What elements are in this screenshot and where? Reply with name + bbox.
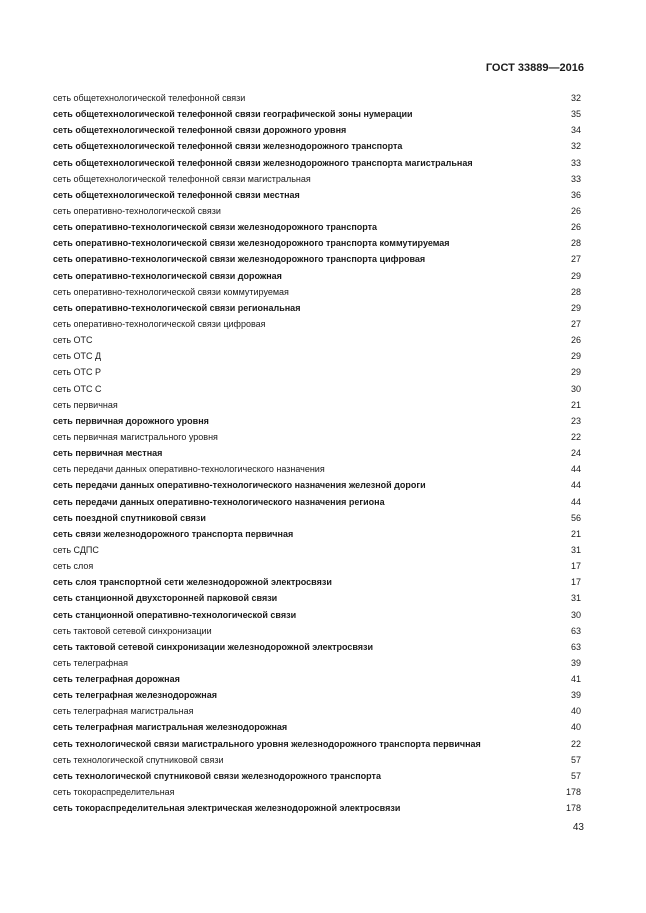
index-entry: [53, 494, 581, 510]
index-entry: [53, 655, 581, 671]
index-term: сеть общетехнологической телефонной связи: [53, 93, 246, 103]
index-entry: [53, 268, 581, 284]
index-term: сеть поездной спутниковой связи: [53, 512, 206, 523]
index-term: сеть оперативно-технологической связи коммутируемая: [53, 286, 289, 297]
index-entry: [53, 703, 581, 719]
index-entry: [53, 574, 581, 590]
index-entry: [53, 106, 581, 122]
index-page-number: 44: [570, 464, 581, 475]
index-page-number: 29: [570, 351, 581, 362]
index-entry: [53, 800, 581, 816]
index-term: сеть слоя: [53, 561, 94, 572]
index-entry: [53, 300, 581, 316]
index-page-number: 36: [570, 189, 581, 200]
index-page-number: 63: [570, 641, 581, 652]
index-term: сеть первичная дорожного уровня: [53, 415, 209, 426]
index-term: сеть первичная: [53, 399, 118, 410]
index-entry: [53, 203, 581, 219]
index-entry: [53, 138, 581, 154]
index-entry: [53, 155, 581, 171]
index-entry: [53, 348, 581, 364]
index-term: сеть оперативно-технологической связи дорожная: [53, 270, 282, 281]
index-page-number: 17: [570, 577, 581, 588]
index-term: сеть СДПС: [53, 544, 99, 555]
index-entry: [53, 671, 581, 687]
index-term: сеть первичная магистрального уровня: [53, 431, 218, 442]
index-term: сеть общетехнологической телефонной связи железнодорожного транспорта магистральная: [53, 157, 473, 168]
index-term: сеть телеграфная: [53, 657, 129, 668]
index-page-number: 178: [565, 803, 581, 814]
index-term: сеть ОТС: [53, 335, 93, 346]
index-entry: [53, 736, 581, 752]
index-term: сеть общетехнологической телефонной связи железнодорожного транспорта: [53, 141, 403, 152]
index-page-number: 40: [570, 706, 581, 717]
index-term: сеть оперативно-технологической связи железнодорожного транспорта цифровая: [53, 254, 426, 265]
document-header: ГОСТ 33889—2016: [485, 62, 584, 74]
index-list: [53, 90, 581, 816]
index-entry: [53, 510, 581, 526]
index-entry: [53, 397, 581, 413]
index-term: сеть станционной двухсторонней парковой связи: [53, 593, 278, 604]
index-term: сеть тактовой сетевой синхронизации железнодорожной электросвязи: [53, 641, 374, 652]
index-term: сеть ОТС Р: [53, 367, 102, 378]
index-entry: [53, 590, 581, 606]
index-page-number: 24: [570, 448, 581, 459]
index-page-number: 22: [570, 431, 581, 442]
index-entry: [53, 768, 581, 784]
index-entry: [53, 284, 581, 300]
index-term: сеть общетехнологической телефонной связи местная: [53, 189, 300, 200]
index-entry: [53, 784, 581, 800]
index-term: сеть токораспределительная: [53, 787, 175, 798]
index-term: сеть общетехнологической телефонной связи географической зоны нумерации: [53, 109, 413, 120]
index-page-number: 26: [570, 205, 581, 216]
index-entry: [53, 752, 581, 768]
index-page-number: 44: [570, 480, 581, 491]
index-entry: [53, 413, 581, 429]
index-page-number: 32: [570, 93, 581, 103]
index-term: сеть тактовой сетевой синхронизации: [53, 625, 212, 636]
index-page-number: 44: [570, 496, 581, 507]
index-term: сеть оперативно-технологической связи: [53, 205, 221, 216]
index-page-number: 21: [570, 528, 581, 539]
index-entry: [53, 251, 581, 267]
index-term: сеть оперативно-технологической связи цифровая: [53, 318, 266, 329]
index-page-number: 31: [570, 593, 581, 604]
index-entry: [53, 429, 581, 445]
index-term: сеть телеграфная дорожная: [53, 674, 180, 685]
index-term: сеть ОТС Д: [53, 351, 102, 362]
index-term: сеть слоя транспортной сети железнодорожной электросвязи: [53, 577, 332, 588]
index-term: сеть общетехнологической телефонной связи дорожного уровня: [53, 125, 347, 136]
index-entry: [53, 171, 581, 187]
index-term: сеть первичная местная: [53, 448, 163, 459]
index-entry: [53, 542, 581, 558]
index-page-number: 39: [570, 657, 581, 668]
index-entry: [53, 122, 581, 138]
index-entry: [53, 639, 581, 655]
index-term: сеть телеграфная магистральная железнодорожная: [53, 722, 288, 733]
index-term: сеть оперативно-технологической связи региональная: [53, 302, 301, 313]
index-term: сеть оперативно-технологической связи железнодорожного транспорта: [53, 222, 378, 233]
index-term: сеть передачи данных оперативно-технологического назначения: [53, 464, 325, 475]
index-entry: [53, 558, 581, 574]
index-page-number: 34: [570, 125, 581, 136]
index-entry: [53, 445, 581, 461]
index-page-number: 17: [570, 561, 581, 572]
index-entry: [53, 332, 581, 348]
index-page-number: 57: [570, 754, 581, 765]
index-page-number: 28: [570, 238, 581, 249]
index-term: сеть телеграфная железнодорожная: [53, 690, 217, 701]
index-page-number: 21: [570, 399, 581, 410]
index-page-number: 29: [570, 270, 581, 281]
index-page-number: 29: [570, 302, 581, 313]
index-entry: [53, 719, 581, 735]
index-page-number: 26: [570, 222, 581, 233]
index-page-number: 23: [570, 415, 581, 426]
index-entry: [53, 364, 581, 380]
index-entry: [53, 235, 581, 251]
index-term: сеть общетехнологической телефонной связи магистральная: [53, 173, 311, 184]
index-page-number: 35: [570, 109, 581, 120]
index-term: сеть технологической связи магистрального уровня железнодорожного транспорта первичная: [53, 738, 481, 749]
index-page-number: 39: [570, 690, 581, 701]
index-term: сеть передачи данных оперативно-технологического назначения региона: [53, 496, 385, 507]
index-entry: [53, 623, 581, 639]
index-page-number: 178: [565, 787, 581, 798]
index-page-number: 63: [570, 625, 581, 636]
index-entry: [53, 381, 581, 397]
index-entry: [53, 461, 581, 477]
index-page-number: 27: [570, 318, 581, 329]
index-page-number: 27: [570, 254, 581, 265]
index-entry: [53, 526, 581, 542]
index-page-number: 22: [570, 738, 581, 749]
index-term: сеть ОТС С: [53, 383, 102, 394]
index-page-number: 31: [570, 544, 581, 555]
index-page-number: 33: [570, 157, 581, 168]
index-term: сеть технологической спутниковой связи железнодорожного транспорта: [53, 770, 381, 781]
index-entry: [53, 687, 581, 703]
index-entry: [53, 607, 581, 623]
index-page-number: 26: [570, 335, 581, 346]
index-term: сеть передачи данных оперативно-технологического назначения железной дороги: [53, 480, 426, 491]
index-page-number: 41: [570, 674, 581, 685]
index-page-number: 30: [570, 609, 581, 620]
index-page-number: 30: [570, 383, 581, 394]
index-entry: [53, 316, 581, 332]
index-term: сеть оперативно-технологической связи железнодорожного транспорта коммутируемая: [53, 238, 450, 249]
index-page-number: 57: [570, 770, 581, 781]
index-entry: [53, 219, 581, 235]
index-term: сеть технологической спутниковой связи: [53, 754, 224, 765]
index-page-number: 29: [570, 367, 581, 378]
index-page-number: 56: [570, 512, 581, 523]
index-entry: [53, 90, 581, 106]
page-number: 43: [572, 822, 584, 833]
index-entry: [53, 187, 581, 203]
index-page-number: 32: [570, 141, 581, 152]
index-term: сеть токораспределительная электрическая железнодорожной электросвязи: [53, 803, 401, 814]
index-term: сеть связи железнодорожного транспорта первичная: [53, 528, 294, 539]
index-term: сеть телеграфная магистральная: [53, 706, 194, 717]
index-entry: [53, 477, 581, 493]
index-page-number: 28: [570, 286, 581, 297]
index-page-number: 33: [570, 173, 581, 184]
index-page-number: 40: [570, 722, 581, 733]
index-term: сеть станционной оперативно-технологической связи: [53, 609, 297, 620]
